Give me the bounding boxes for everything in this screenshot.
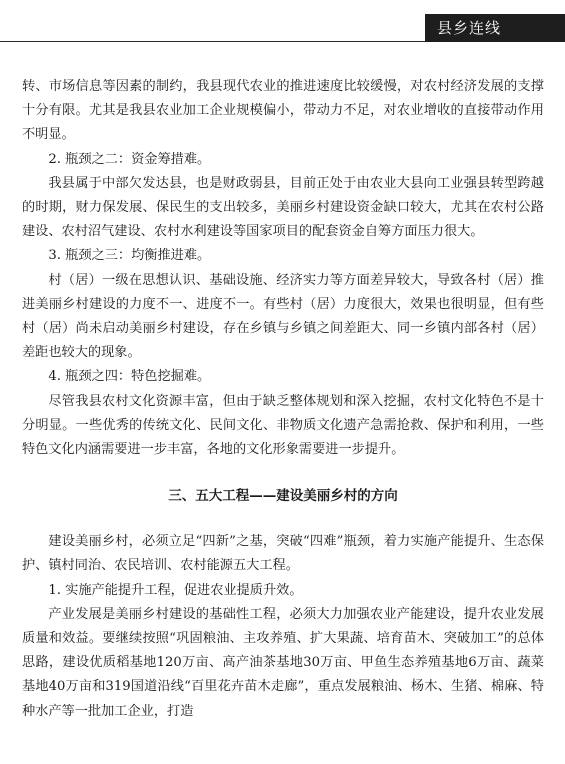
section-heading: 三、五大工程——建设美丽乡村的方向 bbox=[168, 488, 398, 505]
paragraph: 建设美丽乡村，必须立足“四新”之基，突破“四难”瓶颈，着力实施产能提升、生态保护、镇村同治、农民培训、农村能源五大工程。 bbox=[22, 534, 544, 574]
paragraph: 转、市场信息等因素的制约，我县现代农业的推进速度比较缓慢，对农村经济发展的支撑十分有限。尤其是我县农业加工企业规模偏小，带动力不足，对农业增收的直接带动作用不明显。 bbox=[22, 79, 544, 143]
paragraph: 我县属于中部欠发达县，也是财政弱县，目前正处于由农业大县向工业强县转型跨越的时期，财力保发展、保民生的支出较多，美丽乡村建设资金缺口较大，尤其在农村公路建设、农村沼气建设、农村水利建设等国家项目的配套资金自筹方面压力很大。 bbox=[22, 175, 544, 240]
subheading: 1. 实施产能提升工程，促进农业提质升效。 bbox=[48, 582, 303, 598]
paragraph: 村（居）一级在思想认识、基础设施、经济实力等方面差异较大，导致各村（居）推进美丽乡村建设的力度不一、进度不一。有些村（居）力度很大，效果也很明显，但有些村（居）尚未启动美丽乡村建设，存在乡镇与乡镇之间差距大、同一乡镇内部各村（居）差距也较大的现象。 bbox=[22, 272, 544, 361]
subheading: 3. 瓶颈之三：均衡推进难。 bbox=[48, 248, 211, 264]
subheading: 2. 瓶颈之二：资金筹措难。 bbox=[48, 151, 211, 167]
section-tag: 县乡连线 bbox=[425, 14, 565, 42]
paragraph: 产业发展是美丽乡村建设的基础性工程，必须大力加强农业产能建设，提升农业发展质量和效益。要继续按照“巩固粮油、主攻养殖、扩大果蔬、培育苗木、突破加工”的总体思路，建设优质稻基地120万亩、高产油茶基地30万亩、甲鱼生态养殖基地6万亩、蔬菜基地40万亩和319国道沿线“百里花卉苗木走廊”，重点发展粮油、杨木、生猪、棉麻、特种水产等一批加工企业，打造 bbox=[22, 606, 544, 719]
article-body bbox=[22, 75, 544, 724]
subheading: 4. 瓶颈之四：特色挖掘难。 bbox=[48, 369, 211, 385]
paragraph: 尽管我县农村文化资源丰富，但由于缺乏整体规划和深入挖掘，农村文化特色不是十分明显。一些优秀的传统文化、民间文化、非物质文化遗产急需抢救、保护和利用，一些特色文化内涵需要进一步丰富，各地的文化形象需要进一步提升。 bbox=[22, 393, 544, 458]
